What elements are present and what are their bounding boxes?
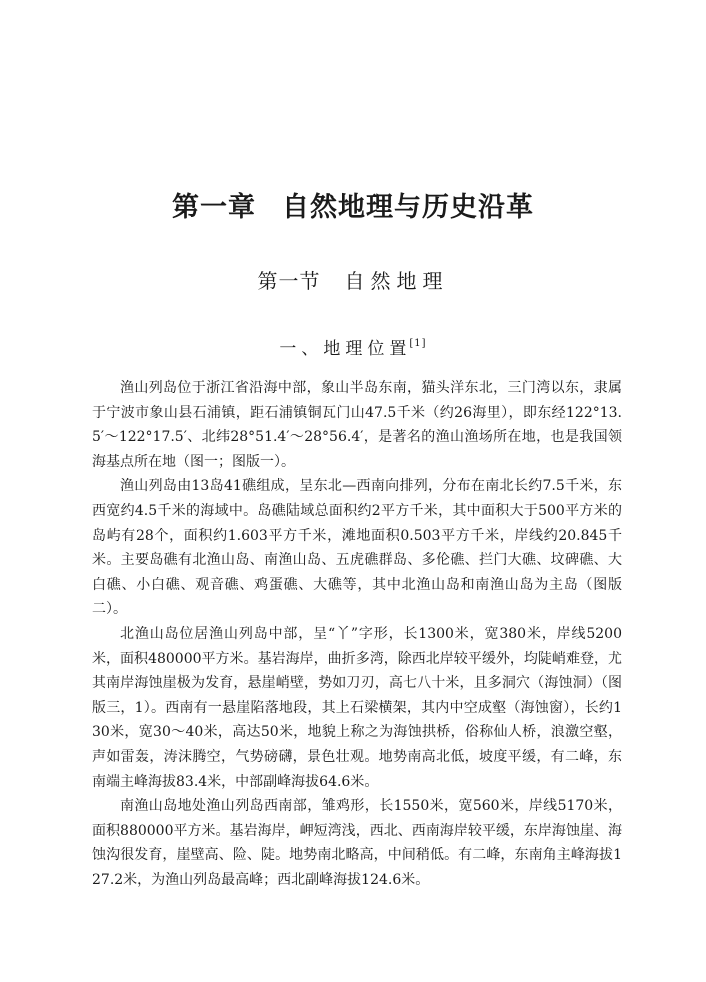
subsection-name: 一、地理位置: [279, 339, 412, 359]
paragraph-south-island: 南渔山岛地处渔山列岛西南部，雏鸡形，长1550米，宽560米，岸线5170米，面积880000平方米。基岩海岸，岬短湾浅，西北、西南海岸较平缓，东岸海蚀崖、海蚀沟很发育，崖壁高、险、陡。地势南北略高，中间稍低。有二峰，东南角主峰海拔127.2米，为渔山列岛最高峰；西北副峰海拔124.6米。: [92, 798, 622, 888]
paragraph-composition: 渔山列岛由13岛41礁组成，呈东北—西南向排列，分布在南北长约7.5千米，东西宽约4.5千米的海域中。岛礁陆域总面积约2平方千米，其中面积大于500平方米的岛屿有28个，面积约1.603平方千米，滩地面积0.503平方千米，岸线约20.845千米。主要岛礁有北渔山岛、南渔山岛、五虎礁群岛、多伦礁、拦门大礁、坟碑礁、大白礁、小白礁、观音礁、鸡蛋礁、大礁等，其中北渔山岛和南渔山岛为主岛（图版二）。: [92, 478, 622, 618]
section-title: [0, 266, 706, 296]
chapter-name: 自然地理与历史沿革: [282, 192, 534, 223]
section-name: 自然地理: [344, 269, 449, 293]
section-label: 第一节: [257, 269, 321, 293]
footnote-reference[interactable]: [1]: [409, 338, 427, 349]
paragraph-location: 渔山列岛位于浙江省沿海中部，象山半岛东南，猫头洋东北，三门湾以东，隶属于宁波市象山县石浦镇，距石浦镇铜瓦门山47.5千米（约26海里），即东经122°13.5′～122°17.5′、北纬28°51.4′～28°56.4′，是著名的渔山渔场所在地，也是我国领海基点所在地（图一；图版一）。: [92, 380, 622, 470]
subsection-title: [0, 330, 706, 363]
chapter-label: 第一章: [172, 192, 256, 223]
body-text: [92, 376, 622, 892]
chapter-title: [0, 188, 706, 228]
paragraph-north-island: 北渔山岛位居渔山列岛中部，呈“丫”字形，长1300米，宽380米，岸线5200米，面积480000平方米。基岩海岸，曲折多湾，除西北岸较平缓外，均陡峭难登，尤其南岸海蚀崖极为发育，悬崖峭壁，势如刀刃，高七八十米，且多洞穴（海蚀洞）（图版三，1）。西南有一悬崖陷落地段，其上石梁横架，其内中空成壑（海蚀窗），长约130米，宽30～40米，高达50米，地貌上称之为海蚀拱桥，俗称仙人桥，浪激空壑，声如雷轰，涛沫腾空，气势磅礴，景色壮观。地势南高北低，坡度平缓，有二峰，东南端主峰海拔83.4米，中部副峰海拔64.6米。: [92, 625, 622, 790]
